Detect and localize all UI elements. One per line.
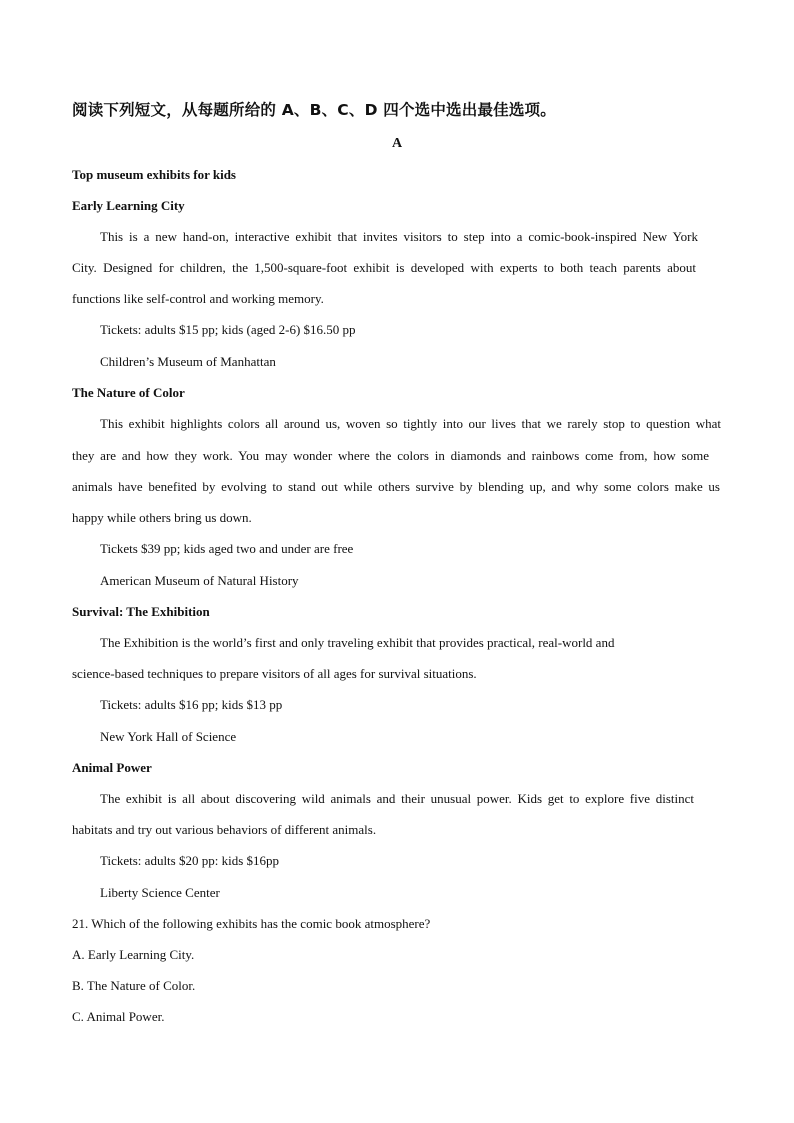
exhibit-tickets: Tickets $39 pp; kids aged two and under are free (100, 541, 354, 556)
exhibit-description-line: This exhibit highlights colors all around us, woven so tightly into our lives that we rarely stop to question what (100, 416, 721, 431)
answer-option[interactable]: B. The Nature of Color. (72, 978, 196, 993)
exhibit-tickets: Tickets: adults $20 pp: kids $16pp (100, 853, 280, 868)
exhibit-description-line: The Exhibition is the world’s first and only traveling exhibit that provides practical, real-world and (100, 635, 615, 650)
instruction-text: 阅读下列短文，从每题所给的 A、B、C、D 四个选中选出最佳选项。 (72, 101, 556, 119)
question-stem: 21. Which of the following exhibits has the comic book atmosphere? (72, 916, 431, 931)
exhibit-heading: Survival: The Exhibition (72, 604, 210, 619)
section-label: A (391, 136, 403, 151)
exhibit-description-line: animals have benefited by evolving to stand out while others survive by blending up, and why some colors make us (72, 479, 720, 494)
answer-option[interactable]: A. Early Learning City. (72, 947, 195, 962)
exhibit-venue: American Museum of Natural History (100, 573, 299, 588)
exhibit-venue: New York Hall of Science (100, 729, 237, 744)
exhibit-venue: Liberty Science Center (100, 885, 220, 900)
exhibit-heading: Animal Power (72, 760, 152, 775)
exhibit-description-line: habitats and try out various behaviors of different animals. (72, 822, 377, 837)
answer-option[interactable]: C. Animal Power. (72, 1009, 165, 1024)
passage-title: Top museum exhibits for kids (72, 167, 236, 182)
exhibit-heading: The Nature of Color (72, 385, 185, 400)
exhibit-heading: Early Learning City (72, 198, 185, 213)
exhibit-description-line: functions like self-control and working memory. (72, 291, 324, 306)
exhibit-description-line: City. Designed for children, the 1,500-square-foot exhibit is developed with experts to both teach parents about (72, 260, 696, 275)
exhibit-tickets: Tickets: adults $15 pp; kids (aged 2-6) $16.50 pp (100, 322, 356, 337)
exhibit-description-line: The exhibit is all about discovering wild animals and their unusual power. Kids get to explore five distinct (100, 791, 694, 806)
exhibit-description-line: science-based techniques to prepare visitors of all ages for survival situations. (72, 666, 477, 681)
exhibit-description-line: happy while others bring us down. (72, 510, 252, 525)
exhibit-tickets: Tickets: adults $16 pp; kids $13 pp (100, 697, 283, 712)
exhibit-venue: Children’s Museum of Manhattan (100, 354, 276, 369)
exhibit-description-line: This is a new hand-on, interactive exhibit that invites visitors to step into a comic-book-inspired New York (100, 229, 698, 244)
exhibit-description-line: they are and how they work. You may wonder where the colors in diamonds and rainbows come from, how some (72, 448, 709, 463)
